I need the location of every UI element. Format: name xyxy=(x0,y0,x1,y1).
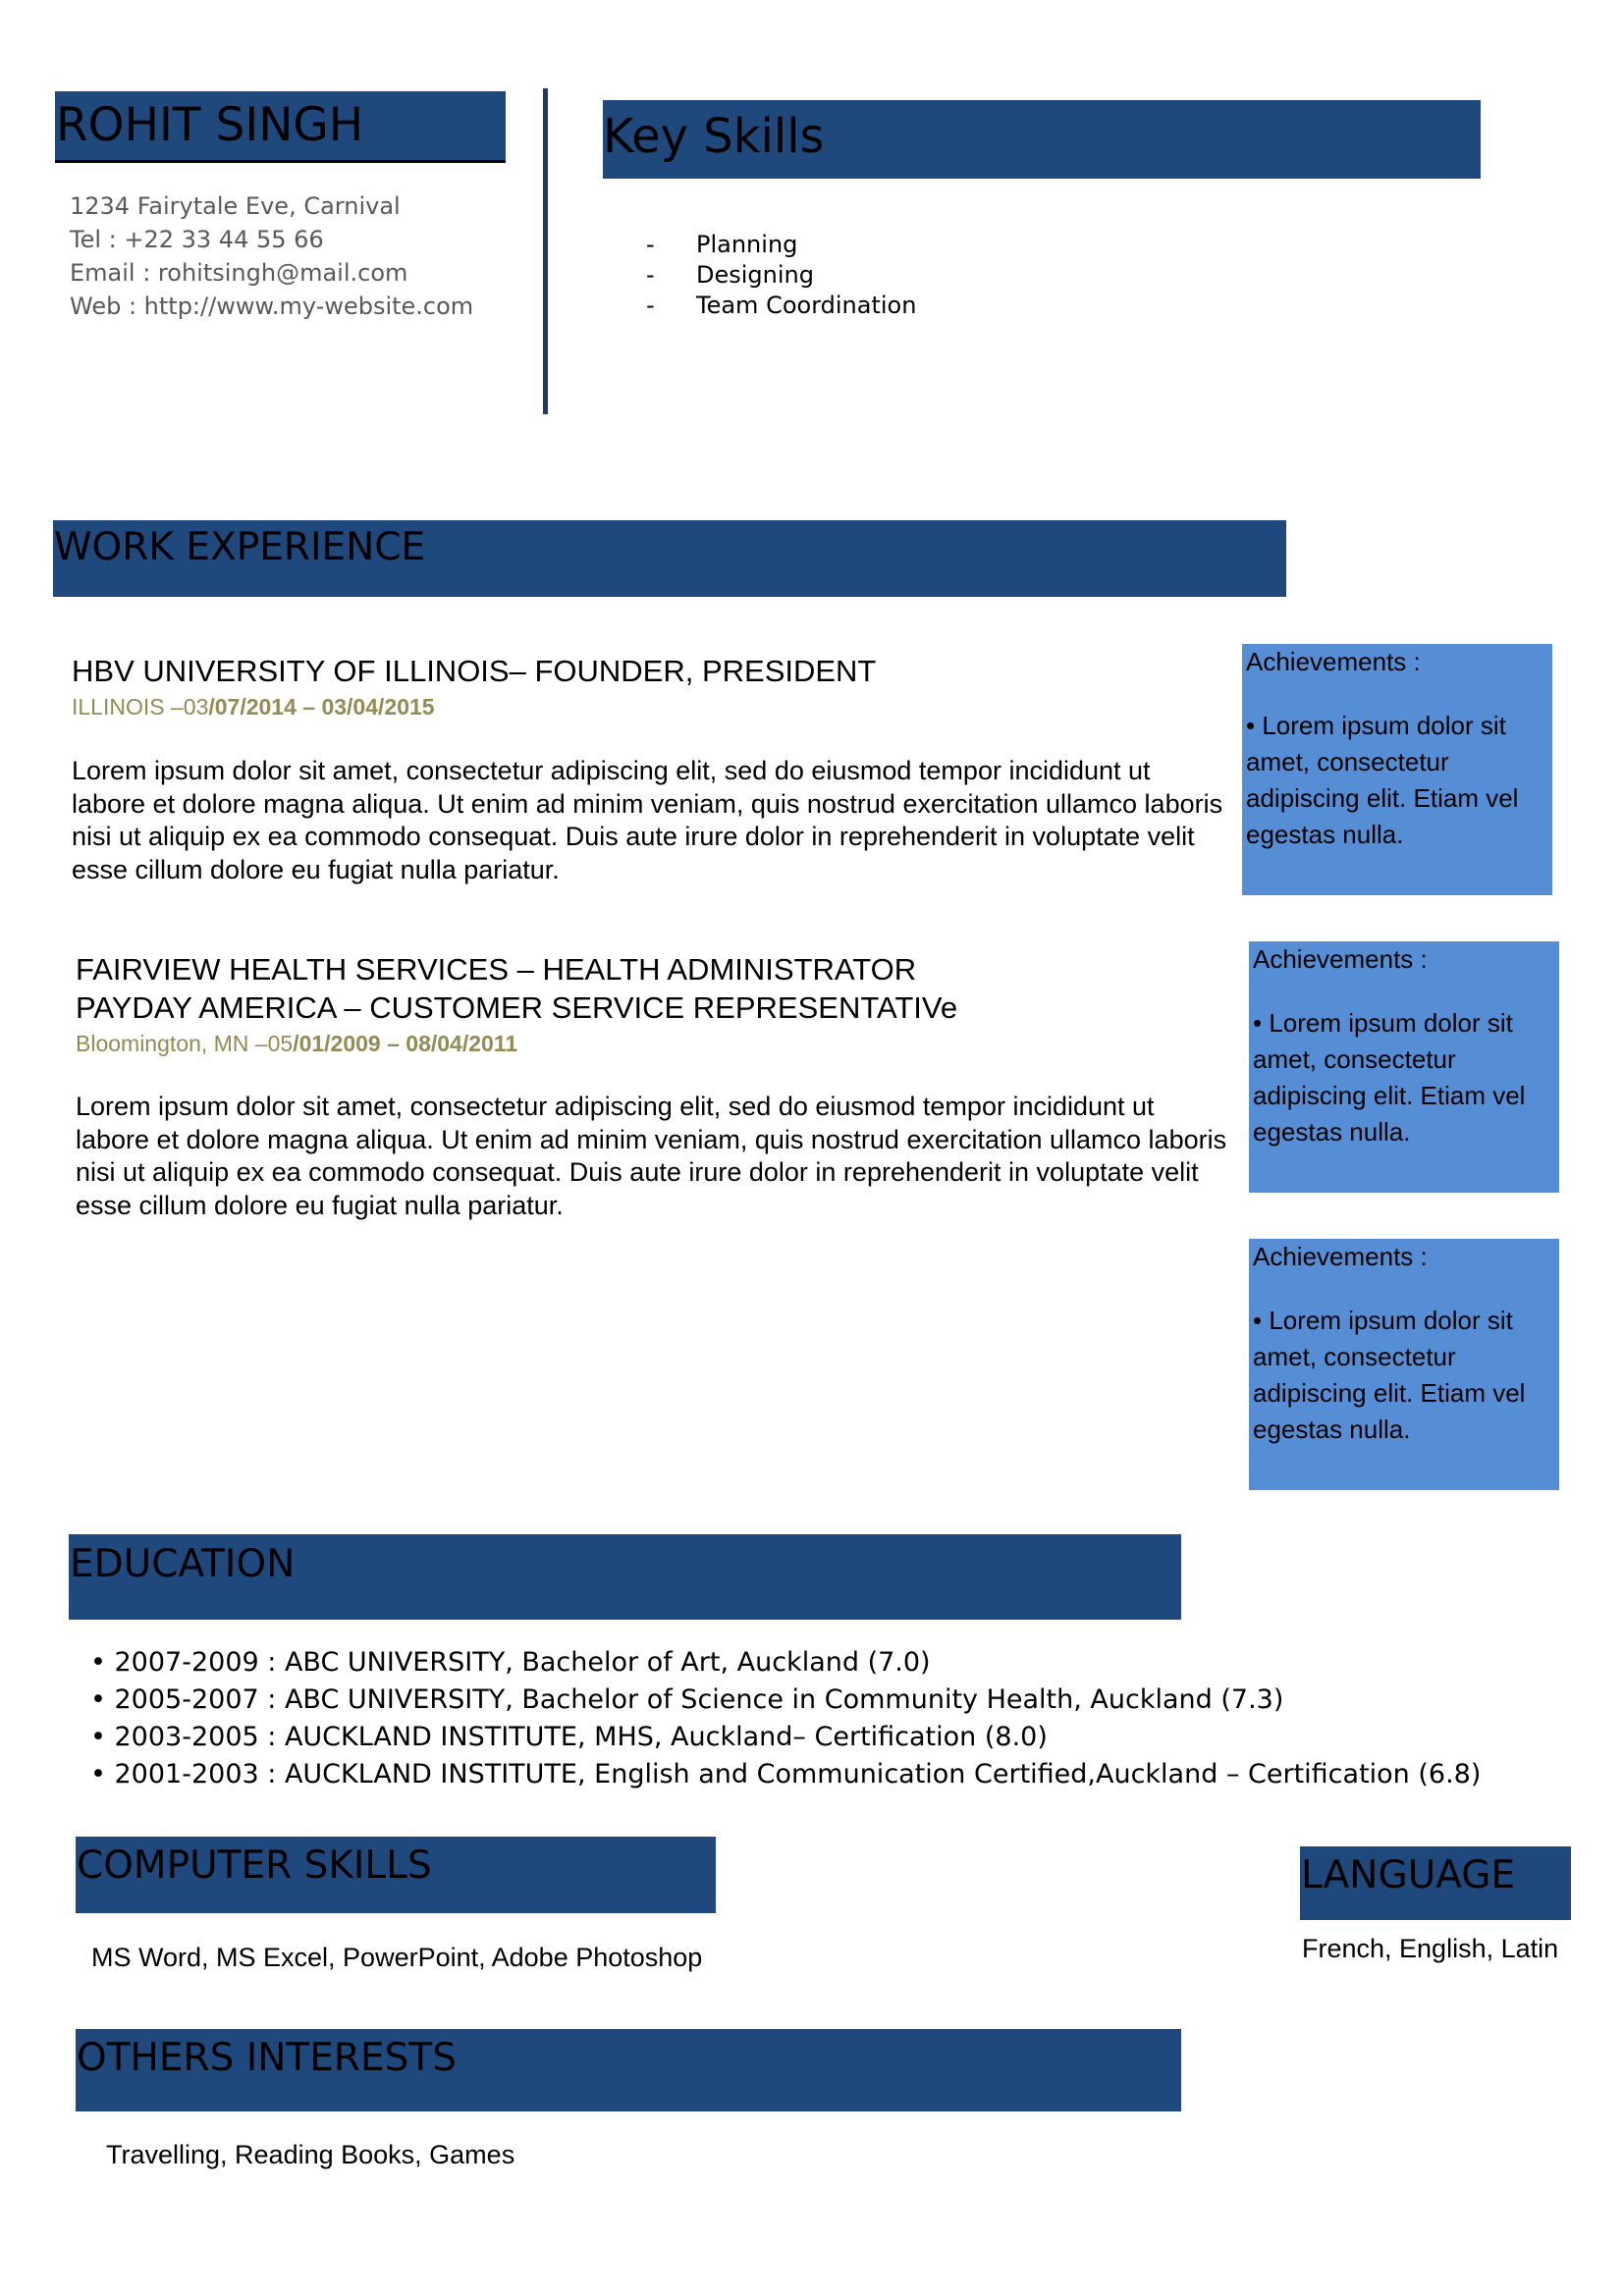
achievements-text: • Lorem ipsum dolor sit amet, consectetur adipiscing elit. Etiam vel egestas nulla. xyxy=(1253,1306,1526,1444)
computer-skills-text: MS Word, MS Excel, PowerPoint, Adobe Photoshop xyxy=(91,1943,703,1972)
contact-block xyxy=(70,189,473,323)
achievements-box xyxy=(1249,1239,1559,1490)
key-skill-item: - Planning xyxy=(646,231,798,258)
education-item: • 2007-2009 : ABC UNIVERSITY, Bachelor of Art, Auckland (7.0) xyxy=(90,1647,931,1678)
computer-skills-title: COMPUTER SKILLS xyxy=(77,1843,432,1888)
achievements-label: Achievements : xyxy=(1253,944,1428,974)
achievements-text: • Lorem ipsum dolor sit amet, consectetur adipiscing elit. Etiam vel egestas nulla. xyxy=(1253,1008,1526,1147)
name-underline xyxy=(55,160,506,163)
job-description: Lorem ipsum dolor sit amet, consectetur adipiscing elit, sed do eiusmod tempor incididunt ut labore et dolore magna aliqua. Ut enim ad minim veniam, quis nostrud exercitation ullamco laboris nisi ut aliquip ex ea commodo consequat. Duis aute irure dolor in reprehenderit in voluptate velit esse cillum dolore eu fugiat nulla pariatur. xyxy=(76,1092,1227,1220)
job-description: Lorem ipsum dolor sit amet, consectetur adipiscing elit, sed do eiusmod tempor incididunt ut labore et dolore magna aliqua. Ut enim ad minim veniam, quis nostrud exercitation ullamco laboris nisi ut aliquip ex ea commodo consequat. Duis aute irure dolor in reprehenderit in voluptate velit esse cillum dolore eu fugiat nulla pariatur. xyxy=(72,756,1223,884)
achievements-label: Achievements : xyxy=(1246,647,1421,676)
job-dates: ILLINOIS –03/07/2014 – 03/04/2015 xyxy=(72,694,435,720)
education-list xyxy=(90,1644,1481,1793)
achievements-box xyxy=(1242,644,1552,895)
key-skills-title: Key Skills xyxy=(603,109,825,164)
website-text: Web : http://www.my-website.com xyxy=(70,293,474,320)
achievements-label: Achievements : xyxy=(1253,1242,1428,1271)
education-item: • 2001-2003 : AUCKLAND INSTITUTE, English and Communication Certified,Auckland – Certification (6.8) xyxy=(90,1759,1482,1789)
candidate-name: ROHIT SINGH xyxy=(56,98,364,152)
phone-text: Tel : +22 33 44 55 66 xyxy=(70,226,324,253)
achievements-text: • Lorem ipsum dolor sit amet, consectetur adipiscing elit. Etiam vel egestas nulla. xyxy=(1246,711,1519,849)
key-skills-list xyxy=(646,230,916,321)
job-title: HBV UNIVERSITY OF ILLINOIS– FOUNDER, PRESIDENT xyxy=(72,654,877,688)
language-title: LANGUAGE xyxy=(1301,1853,1516,1897)
education-title: EDUCATION xyxy=(70,1542,296,1586)
vertical-divider xyxy=(543,88,548,414)
achievements-box xyxy=(1249,941,1559,1193)
job-title-secondary: PAYDAY AMERICA – CUSTOMER SERVICE REPRESENTATIVe xyxy=(76,990,958,1025)
work-experience-title: WORK EXPERIENCE xyxy=(54,525,426,569)
job-dates: Bloomington, MN –05/01/2009 – 08/04/2011 xyxy=(76,1031,518,1056)
email-text: Email : rohitsingh@mail.com xyxy=(70,259,408,287)
education-item: • 2005-2007 : ABC UNIVERSITY, Bachelor of Science in Community Health, Auckland (7.3) xyxy=(90,1684,1284,1715)
address-text: 1234 Fairytale Eve, Carnival xyxy=(70,192,401,220)
interests-text: Travelling, Reading Books, Games xyxy=(106,2140,515,2169)
key-skill-item: - Designing xyxy=(646,261,814,289)
language-text: French, English, Latin xyxy=(1302,1934,1559,1963)
job-title: FAIRVIEW HEALTH SERVICES – HEALTH ADMINISTRATOR xyxy=(76,952,917,987)
education-item: • 2003-2005 : AUCKLAND INSTITUTE, MHS, Auckland– Certification (8.0) xyxy=(90,1722,1048,1752)
interests-title: OTHERS INTERESTS xyxy=(77,2036,457,2080)
key-skill-item: - Team Coordination xyxy=(646,292,917,319)
